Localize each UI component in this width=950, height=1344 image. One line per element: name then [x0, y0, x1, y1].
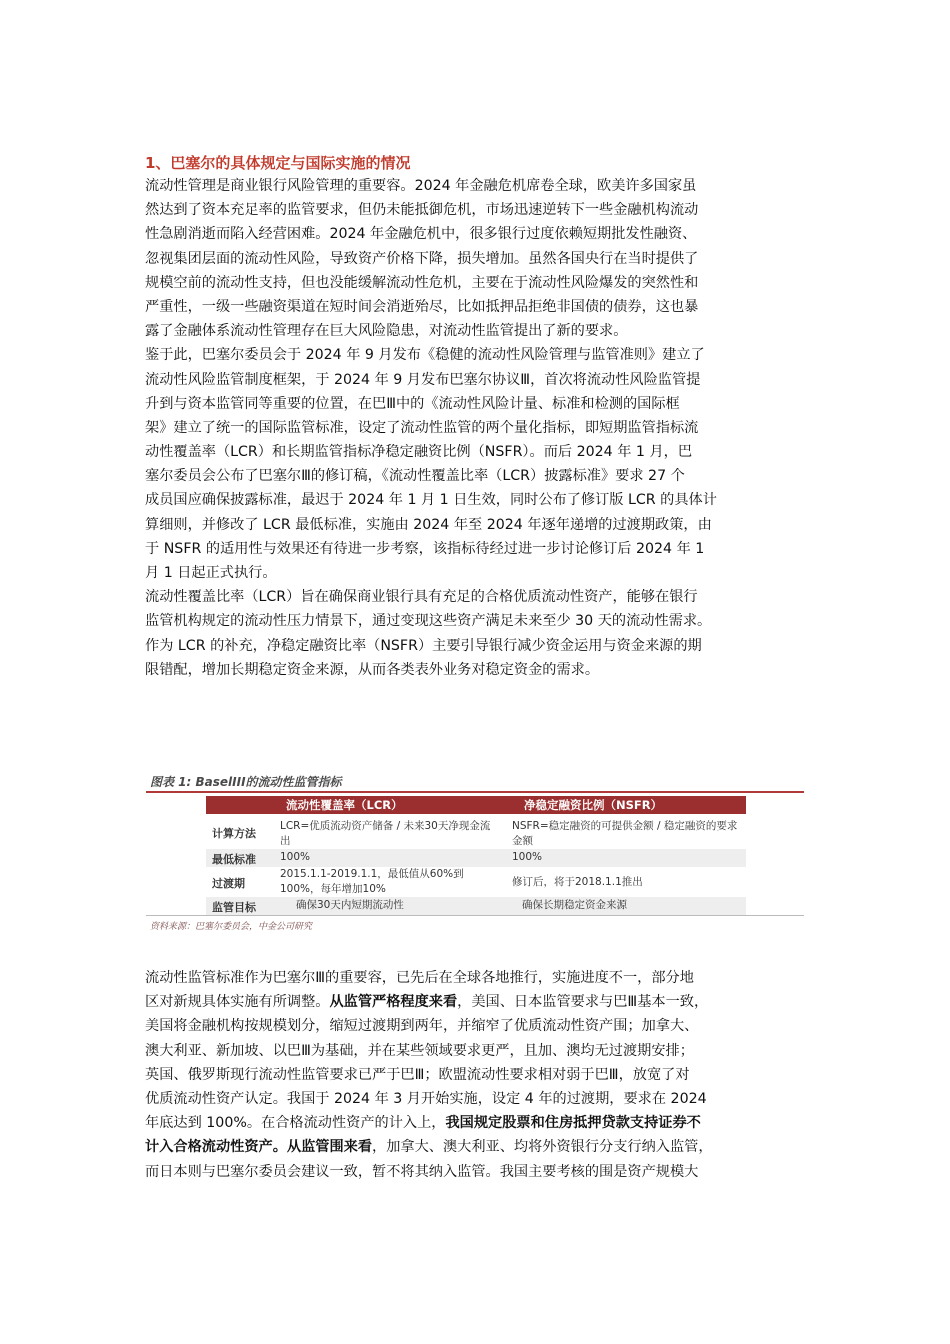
paragraph-line: 于 NSFR 的适用性与效果还有待进一步考察，该指标待经过进一步讨论修订后 2024 年 1 — [145, 540, 705, 557]
paragraph-line: 塞尔委员会公布了巴塞尔Ⅲ的修订稿，《流动性覆盖比率（LCR）披露标准》要求 27 个 — [145, 468, 685, 485]
paragraph-line: 严重性，一级一些融资渠道在短时间会消逝殆尽，比如抵押品拒绝非国债的债券，这也暴 — [145, 298, 699, 315]
bold-text-run: 计入合格流动性资产。从监管围来看 — [145, 1139, 373, 1156]
paragraph-line: 成员国应确保披露标准，最迟于 2024 年 1 月 1 日生效，同时公布了修订版 LCR 的具体计 — [145, 492, 717, 509]
paragraph-line: 规模空前的流动性支持，但也没能缓解流动性危机，主要在于流动性风险爆发的突然性和 — [145, 274, 699, 291]
text-run: 年底达到 100%。在合格流动性资产的计入上， — [145, 1115, 446, 1132]
paragraph-line: 升到与资本监管同等重要的位置，在巴Ⅲ中的《流动性风险计量、标准和检测的国际框 — [145, 395, 680, 412]
paragraph-line — [145, 1135, 807, 1159]
figure-divider — [146, 791, 804, 793]
table-row — [206, 817, 746, 851]
text-run: 区对新规具体实施有所调整。 — [145, 994, 330, 1011]
paragraph-line: 动性覆盖率（LCR）和长期监管指标净稳定融资比例（NSFR）。而后 2024 年 1 月，巴 — [145, 444, 693, 461]
paragraph-line: 露了金融体系流动性管理存在巨大风险隐患，对流动性监管提出了新的要求。 — [145, 323, 628, 340]
row-label: 过渡期 — [212, 877, 245, 890]
paragraph-line: 架》建立了统一的国际监管标准，设定了流动性监管的两个量化指标，即短期监管指标流 — [145, 419, 699, 436]
table-row — [206, 897, 746, 915]
table-row — [206, 849, 746, 867]
paragraph-line: 忽视集团层面的流动性风险，导致资产价格下降，损失增加。虽然各国央行在当时提供了 — [145, 250, 699, 267]
table-header-row — [206, 796, 746, 814]
paragraph-line — [145, 1111, 807, 1135]
paragraph-line: 算细则，并修改了 LCR 最低标准，实施由 2024 年至 2024 年逐年递增的过渡期政策，由 — [145, 516, 712, 533]
nsfr-cell: 确保长期稳定资金来源 — [522, 899, 627, 911]
paragraph-line: 流动性风险监管制度框架，于 2024 年 9 月发布巴塞尔协议Ⅲ，首次将流动性风险监管提 — [145, 371, 701, 388]
lcr-cell: 2015.1.1-2019.1.1，最低值从60%到100%，每年增加10% — [280, 868, 464, 895]
figure-basel-liquidity-table — [146, 769, 804, 933]
table-header-lcr: 流动性覆盖率（LCR） — [286, 798, 403, 812]
bold-text-run: 我国规定股票和住房抵押贷款支持证券不 — [445, 1115, 701, 1132]
nsfr-cell: 100% — [512, 851, 543, 863]
text-run: ，美国、日本监管要求与巴Ⅲ基本一致， — [457, 994, 709, 1011]
paragraph-line: 性急剧消逝而陷入经营困难。2024 年金融危机中，很多银行过度依赖短期批发性融资、 — [145, 226, 697, 243]
figure-source: 资料来源：巴塞尔委员会，中金公司研究 — [150, 922, 313, 932]
paragraph-line: 然达到了资本充足率的监管要求，但仍未能抵御危机，市场迅速逆转下一些金融机构流动 — [145, 202, 699, 219]
figure-caption: 图表 1: BaselIII的流动性监管指标 — [150, 775, 342, 789]
row-label: 计算方法 — [212, 827, 256, 840]
lcr-cell: 确保30天内短期流动性 — [296, 899, 404, 911]
paragraph-line: 优质流动性资产认定。我国于 2024 年 3 月开始实施，设定 4 年的过渡期，要求在 2024 — [145, 1090, 707, 1107]
lcr-cell: 100% — [280, 851, 311, 863]
paragraph-line: 监管机构规定的流动性压力情景下，通过变现这些资产满足未来至少 30 天的流动性需求。 — [145, 613, 712, 630]
body-text-block-1 — [145, 174, 807, 682]
paragraph-line: 流动性覆盖比率（LCR）旨在确保商业银行具有充足的合格优质流动性资产，能够在银行 — [145, 589, 698, 606]
table-header-nsfr: 净稳定融资比例（NSFR） — [524, 798, 663, 812]
paragraph-line: 英国、俄罗斯现行流动性监管要求已严于巴Ⅲ；欧盟流动性要求相对弱于巴Ⅲ，放宽了对 — [145, 1066, 690, 1083]
figure-bottom-rule — [146, 915, 804, 916]
bold-text-run: 从监管严格程度来看 — [329, 994, 458, 1011]
lcr-cell: LCR=优质流动资产储备 / 未来30天净现金流出 — [280, 820, 491, 847]
row-label: 监管目标 — [212, 901, 256, 914]
section-heading: 1、巴塞尔的具体规定与国际实施的情况 — [145, 154, 411, 172]
paragraph-line: 限错配，增加长期稳定资金来源，从而各类表外业务对稳定资金的需求。 — [145, 661, 600, 678]
text-run: ，加拿大、澳大利亚、均将外资银行分支行纳入监管， — [372, 1139, 713, 1156]
paragraph-line: 美国将金融机构按规模划分，缩短过渡期到两年，并缩窄了优质流动性资产围；加拿大、 — [145, 1018, 699, 1035]
paragraph-line: 鉴于此，巴塞尔委员会于 2024 年 9 月发布《稳健的流动性风险管理与监管准则》建立了 — [145, 347, 705, 364]
table-row — [206, 867, 746, 897]
paragraph-line — [145, 990, 807, 1014]
paragraph-line: 流动性监管标准作为巴塞尔Ⅲ的重要容，已先后在全球各地推行，实施进度不一，部分地 — [145, 970, 694, 986]
paragraph-line: 月 1 日起正式执行。 — [145, 565, 277, 581]
paragraph-line: 流动性管理是商业银行风险管理的重要容。2024 年金融危机席卷全球，欧美许多国家虽 — [145, 178, 697, 194]
paragraph-line: 作为 LCR 的补充，净稳定融资比率（NSFR）主要引导银行减少资金运用与资金来源的期 — [145, 637, 702, 654]
nsfr-cell: 修订后，将于2018.1.1推出 — [512, 876, 643, 888]
row-label: 最低标准 — [212, 853, 256, 866]
nsfr-cell: NSFR=稳定融资的可提供金额 / 稳定融资的要求金额 — [512, 820, 738, 847]
body-text-block-2 — [145, 966, 807, 1184]
paragraph-line: 而日本则与巴塞尔委员会建议一致，暂不将其纳入监管。我国主要考核的围是资产规模大 — [145, 1163, 699, 1180]
paragraph-line: 澳大利亚、新加坡、以巴Ⅲ为基础，并在某些领域要求更严，且加、澳均无过渡期安排； — [145, 1042, 694, 1059]
